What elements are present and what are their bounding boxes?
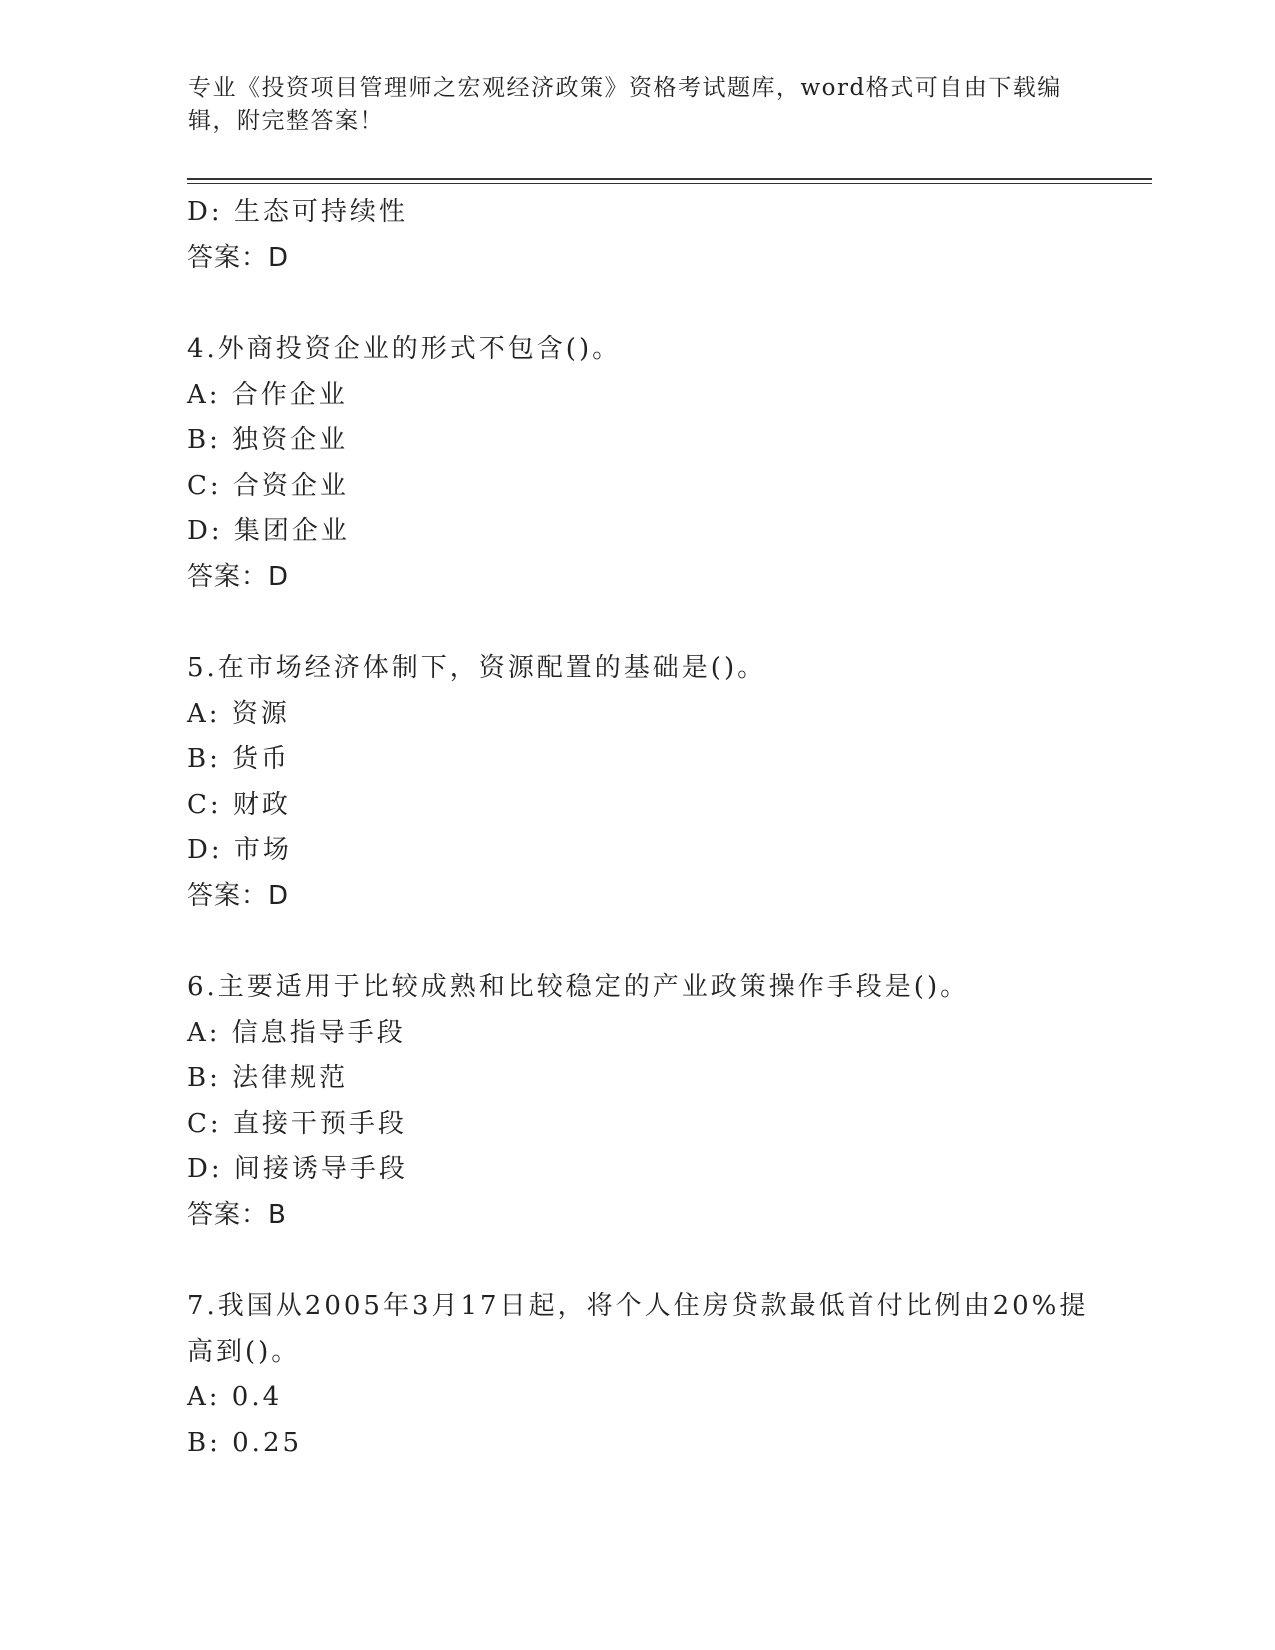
header-divider-thin xyxy=(187,183,1152,184)
option-b: B: 0.25 xyxy=(187,1427,303,1458)
option-c: C: 财政 xyxy=(187,789,291,820)
question-stem: 5.在市场经济体制下，资源配置的基础是()。 xyxy=(187,653,767,683)
question-5 xyxy=(187,646,1117,919)
option-b: B: 独资企业 xyxy=(187,425,349,455)
answer-label: 答案：B xyxy=(187,1199,287,1230)
answer-label: 答案：D xyxy=(187,242,290,273)
option-c: C: 合资企业 xyxy=(187,470,349,501)
previous-question-tail xyxy=(187,190,1117,281)
answer-label: 答案：D xyxy=(187,561,290,592)
question-6 xyxy=(187,965,1117,1238)
option-a: A: 合作企业 xyxy=(187,379,348,410)
header-divider-thick xyxy=(187,178,1152,180)
question-list xyxy=(187,190,1117,1466)
option-a: A: 0.4 xyxy=(187,1382,283,1412)
question-7 xyxy=(187,1284,1117,1466)
question-stem-line-1: 7.我国从2005年3月17日起，将个人住房贷款最低首付比例由20%提 xyxy=(187,1291,1089,1321)
option-a: A: 资源 xyxy=(187,698,290,729)
option-d: D: 市场 xyxy=(187,835,292,865)
question-stem: 6.主要适用于比较成熟和比较稳定的产业政策操作手段是()。 xyxy=(187,972,970,1002)
option-b: B: 货币 xyxy=(187,744,291,774)
option-d: D: 集团企业 xyxy=(187,516,350,546)
question-stem: 4.外商投资企业的形式不包含()。 xyxy=(187,334,622,364)
option-b: B: 法律规范 xyxy=(187,1063,349,1093)
option-a: A: 信息指导手段 xyxy=(187,1017,406,1048)
option-d: D: 间接诱导手段 xyxy=(187,1154,408,1184)
document-header xyxy=(188,72,1068,138)
option-c: C: 直接干预手段 xyxy=(187,1108,407,1139)
question-4 xyxy=(187,327,1117,600)
question-stem-line-2: 高到()。 xyxy=(187,1336,301,1367)
header-line-1: 专业《投资项目管理师之宏观经济政策》资格考试题库，word格式可自由下载编 xyxy=(188,75,1062,101)
option-d: D: 生态可持续性 xyxy=(187,197,408,227)
header-line-2: 辑，附完整答案！ xyxy=(188,108,384,134)
answer-label: 答案：D xyxy=(187,880,290,911)
